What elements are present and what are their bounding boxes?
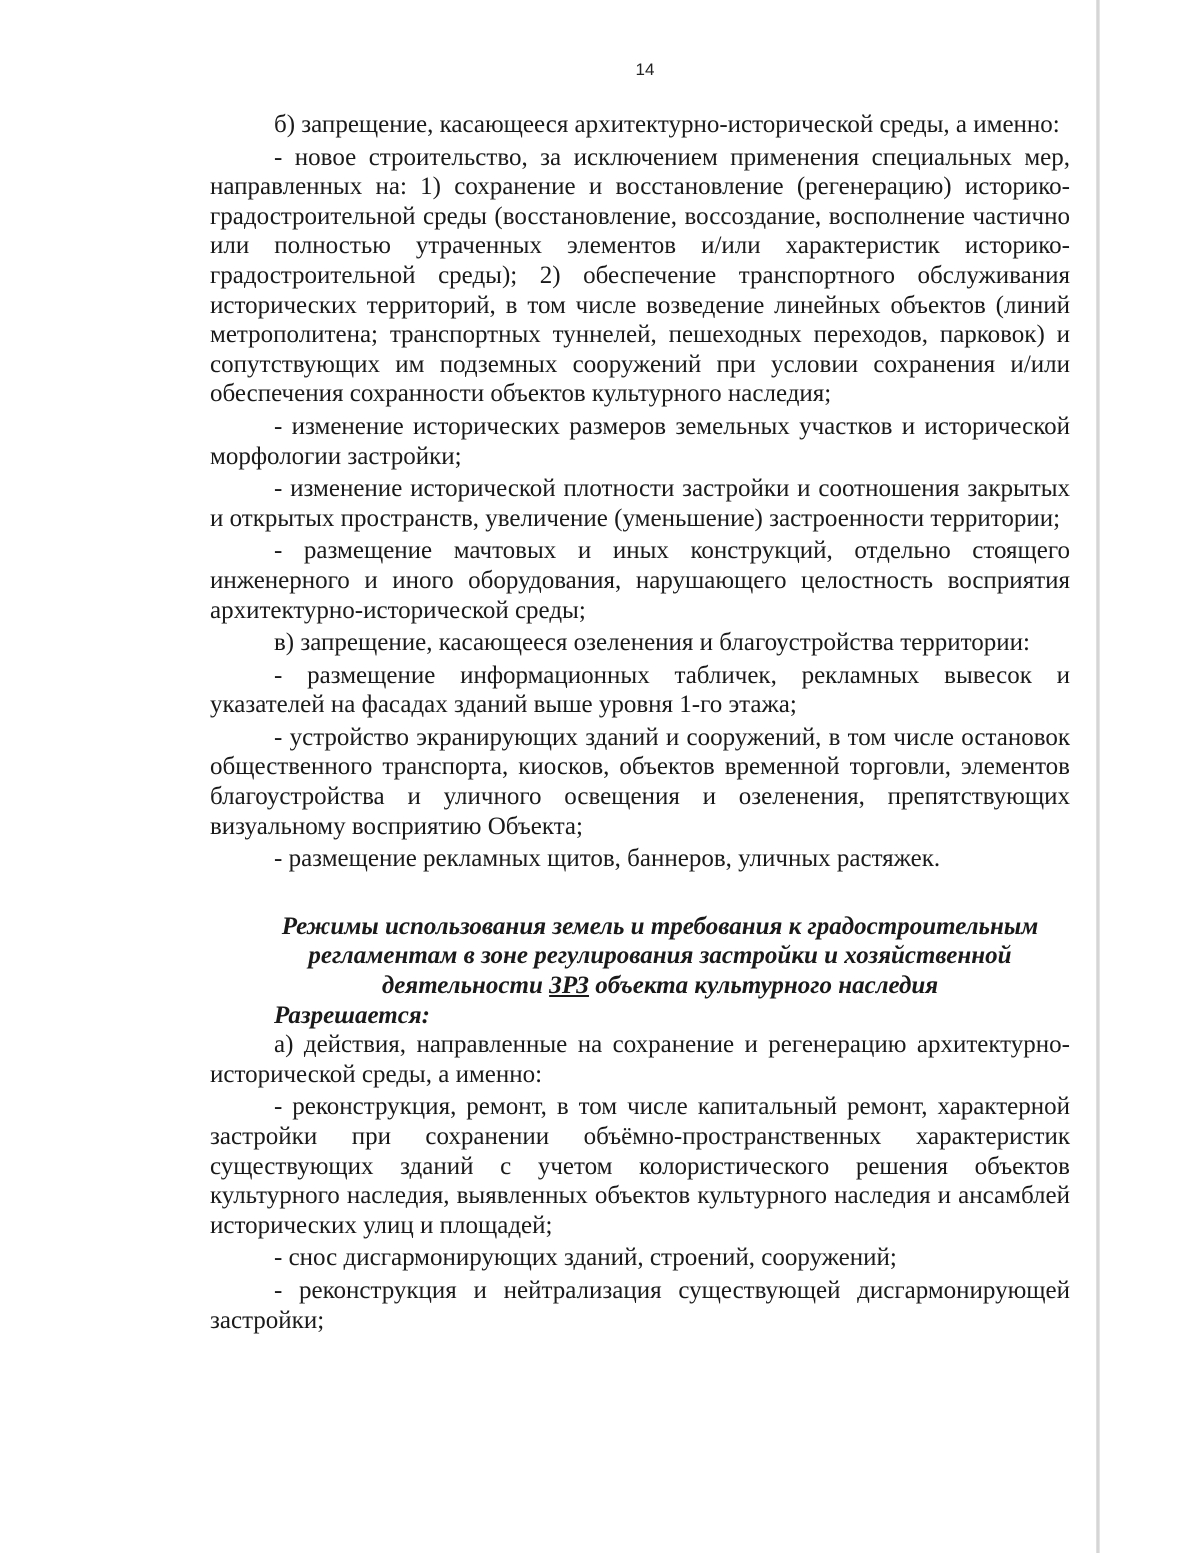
document-body	[210, 110, 1070, 1338]
paragraph: а) действия, направленные на сохранение и регенерацию архитектурно-исторической среды, а именно:	[210, 1031, 1070, 1088]
paragraph: - реконструкция и нейтрализация существующей дисгармонирующей застройки;	[210, 1276, 1070, 1334]
paragraph: - размещение мачтовых и иных конструкций, отдельно стоящего инженерного и иного оборудования, нарушающего целостность восприятия архитектурно-исторической среды;	[210, 537, 1070, 624]
paragraph: - изменение исторической плотности застройки и соотношения закрытых и открытых пространств, увеличение (уменьшение) застроенности территории;	[210, 475, 1070, 532]
paragraph: - реконструкция, ремонт, в том числе капитальный ремонт, характерной застройки при сохранении объёмно-пространственных характеристик существующих зданий с учетом колористического решения объектов культурного наследия, выявленных объектов культурного наследия и ансамблей исторических улиц и площадей;	[210, 1093, 1070, 1239]
scan-edge-line	[1096, 0, 1100, 1553]
section-heading-text: Режимы использования земель и требования к градостроительным регламентам в зоне регулирования застройки и хозяйственной деятельности	[281, 912, 1039, 1000]
section-heading-text-end: объекта культурного наследия	[595, 972, 939, 1000]
paragraph: - устройство экранирующих зданий и сооружений, в том числе остановок общественного транспорта, киосков, объектов временной торговли, элементов благоустройства и уличного освещения и озеленения, препятствующих визуальному восприятию Объекта;	[210, 723, 1070, 840]
paragraph: в) запрещение, касающееся озеленения и благоустройства территории:	[274, 629, 1030, 657]
paragraph: - снос дисгармонирующих зданий, строений, сооружений;	[274, 1244, 897, 1272]
paragraph: б) запрещение, касающееся архитектурно-исторической среды, а именно:	[274, 111, 1060, 138]
page-number: 14	[635, 60, 655, 79]
paragraph: - размещение информационных табличек, рекламных вывесок и указателей на фасадах зданий выше уровня 1-го этажа;	[210, 661, 1070, 719]
paragraph: - изменение исторических размеров земельных участков и исторической морфологии застройки;	[210, 412, 1070, 470]
paragraph: - новое строительство, за исключением применения специальных мер, направленных на: 1) сохранение и восстановление (регенерацию) историко-градостроительной среды (восстановление, воссоздание, восполнение частично или полностью утраченных элементов и/или характеристик историко-градостроительной среды); 2) обеспечение транспортного обслуживания исторических территорий, в том числе возведение линейных объектов (линий метрополитена; транспортных туннелей, пешеходных переходов, парковок) и сопутствующих им подземных сооружений при условии сохранения и/или обеспечения сохранности объектов культурного наследия;	[210, 143, 1070, 408]
paragraph: - размещение рекламных щитов, баннеров, уличных растяжек.	[274, 845, 941, 873]
zone-abbreviation: ЗРЗ	[549, 972, 590, 1000]
subheading: Разрешается:	[274, 1001, 431, 1029]
section-heading	[210, 912, 1070, 1001]
